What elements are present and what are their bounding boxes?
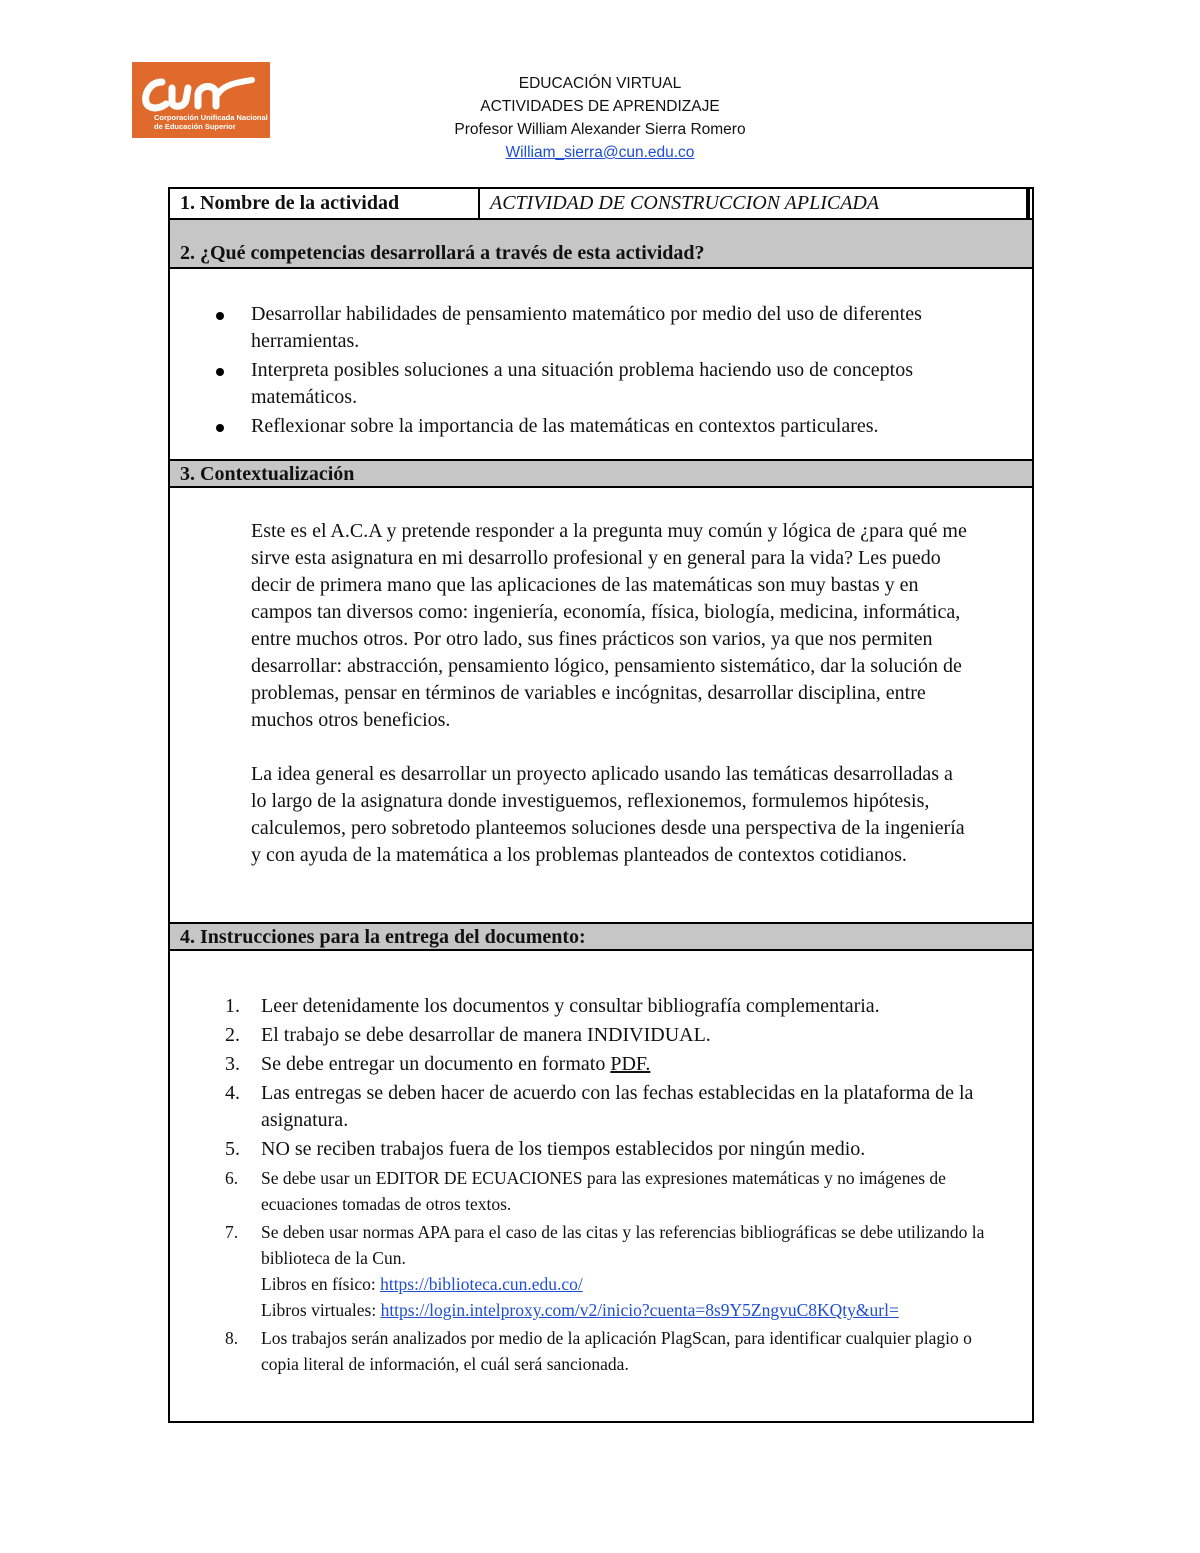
context-paragraph-2: La idea general es desarrollar un proyecto aplicado usando las temáticas desarrolladas a lo largo de la asignatura donde investiguemos, reflexionemos, formulemos hipótesis, calculemos, pero sobretodo planteemos soluciones desde una perspectiva de la ingeniería y con ayuda de la matemática a los problemas planteados de contextos cotidianos. — [251, 763, 965, 866]
virtual-books-line — [261, 1297, 992, 1323]
instruction-text: Se deben usar normas APA para el caso de las citas y las referencias bibliográficas se debe utilizando la biblioteca de la Cun. — [261, 1222, 985, 1268]
header-email-link[interactable]: William_sierra@cun.edu.co — [505, 144, 695, 161]
physical-books-label: Libros en físico: — [261, 1274, 381, 1294]
competency-text: Desarrollar habilidades de pensamiento matemático por medio del uso de diferentes herramientas. — [251, 303, 922, 352]
context-paragraph-1: Este es el A.C.A y pretende responder a la pregunta muy común y lógica de ¿para qué me sirve esta asignatura en mi desarrollo profesional y en general para la vida? Les puedo decir de primera mano que las aplicaciones de las matemáticas son muy bastas y en campos tan diversos como: ingeniería, economía, física, biología, medicina, informática, entre muchos otros. Por otro lado, sus fines prácticos son varios, ya que nos permiten desarrollar: abstracción, pensamiento lógico, pensamiento sistemático, dar la solución de problemas, pensar en términos de variables e incógnitas, desarrollar disciplina, entre muchos otros beneficios. — [251, 520, 967, 731]
list-item — [170, 993, 992, 1020]
bullet-icon — [216, 424, 224, 432]
list-item — [170, 413, 1032, 440]
list-number: 4. — [225, 1082, 240, 1104]
list-item — [170, 1080, 992, 1134]
physical-books-line — [261, 1271, 992, 1297]
instruction-text: NO se reciben trabajos fuera de los tiempos establecidos por ningún medio. — [261, 1138, 866, 1160]
section-4-body — [170, 951, 1032, 1421]
header-line-1: EDUCACIÓN VIRTUAL — [518, 75, 682, 92]
bullet-icon — [216, 312, 224, 320]
competencies-list — [170, 301, 1032, 440]
list-item — [170, 357, 1032, 411]
section-4-heading: 4. Instrucciones para la entrega del documento: — [170, 922, 1032, 951]
virtual-books-link[interactable]: https://login.intelproxy.com/v2/inicio?cuenta=8s9Y5ZngvuC8KQty&url= — [380, 1300, 899, 1320]
list-item — [170, 1136, 992, 1163]
instruction-text: El trabajo se debe desarrollar de manera INDIVIDUAL. — [261, 1024, 711, 1046]
instruction-text: Las entregas se deben hacer de acuerdo con las fechas establecidas en la plataforma de la asignatura. — [261, 1082, 974, 1131]
activity-name-label: 1. Nombre de la actividad — [170, 189, 480, 218]
logo-subtitle-1: Corporación Unificada Nacional — [154, 113, 268, 122]
list-item — [170, 1022, 992, 1049]
list-number: 2. — [225, 1024, 240, 1046]
bullet-icon — [216, 368, 224, 376]
list-item — [170, 1325, 992, 1377]
activity-table — [168, 187, 1034, 1423]
pdf-format-text: PDF. — [610, 1053, 651, 1075]
list-number: 5. — [225, 1138, 240, 1160]
list-item — [170, 1219, 992, 1323]
section-3-body — [170, 488, 1032, 922]
cun-logo — [132, 62, 270, 138]
competency-text: Reflexionar sobre la importancia de las matemáticas en contextos particulares. — [251, 415, 879, 437]
virtual-books-label: Libros virtuales: — [261, 1300, 381, 1320]
list-number: 3. — [225, 1053, 240, 1075]
instructions-list — [170, 993, 992, 1377]
section-2-heading: 2. ¿Qué competencias desarrollará a través de esta actividad? — [170, 220, 1032, 269]
logo-subtitle-2: de Educación Superior — [154, 122, 236, 131]
instruction-text: Leer detenidamente los documentos y consultar bibliografía complementaria. — [261, 995, 880, 1017]
list-number: 6. — [225, 1168, 239, 1188]
instruction-text: Se debe usar un EDITOR DE ECUACIONES para las expresiones matemáticas y no imágenes de ecuaciones tomadas de otros textos. — [261, 1168, 946, 1214]
instruction-text: Los trabajos serán analizados por medio de la aplicación PlagScan, para identificar cualquier plagio o copia literal de información, el cuál será sancionada. — [261, 1328, 972, 1374]
list-number: 8. — [225, 1328, 239, 1348]
list-item — [170, 1165, 992, 1217]
list-item — [170, 301, 1032, 355]
list-number: 7. — [225, 1222, 239, 1242]
list-item — [170, 1051, 992, 1078]
activity-name-value: ACTIVIDAD DE CONSTRUCCION APLICADA — [480, 189, 1030, 218]
activity-name-row — [170, 189, 1032, 220]
document-header — [300, 72, 900, 164]
header-line-2: ACTIVIDADES DE APRENDIZAJE — [480, 98, 720, 115]
physical-books-link[interactable]: https://biblioteca.cun.edu.co/ — [380, 1274, 583, 1294]
instruction-text: Se debe entregar un documento en formato — [261, 1053, 611, 1075]
list-number: 1. — [225, 995, 240, 1017]
header-line-3: Profesor William Alexander Sierra Romero — [454, 121, 746, 138]
section-2-body — [170, 269, 1032, 459]
cun-logo-graphic — [132, 62, 270, 138]
section-3-heading: 3. Contextualización — [170, 459, 1032, 488]
competency-text: Interpreta posibles soluciones a una situación problema haciendo uso de conceptos matemáticos. — [251, 359, 914, 408]
